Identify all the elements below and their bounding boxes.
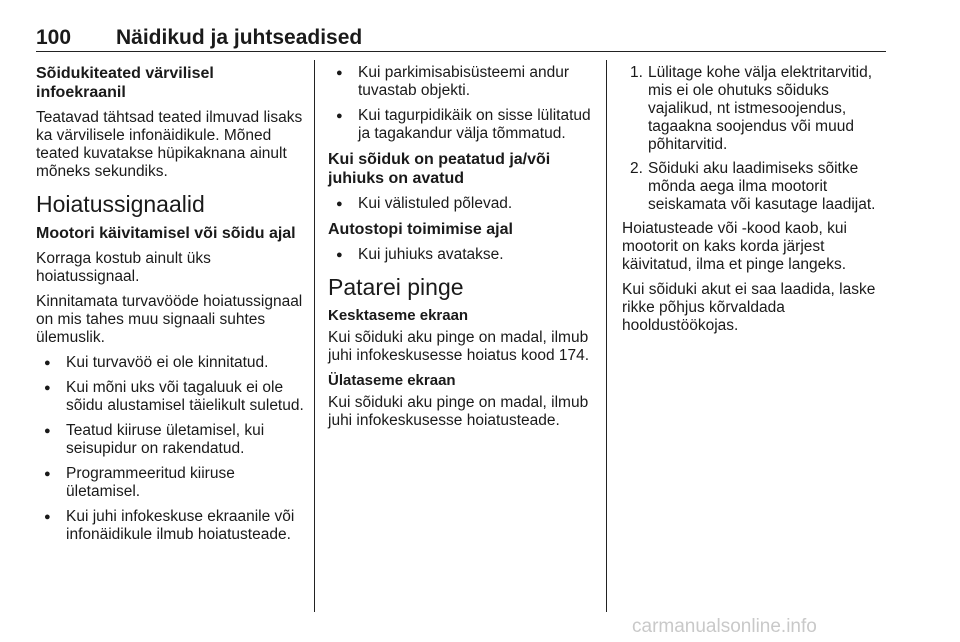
list-item: ● Kui juhiuks avatakse. bbox=[328, 246, 596, 264]
list-item: ● Kui tagurpidikäik on sisse lülitatud ja tagakandur välja tõmmatud. bbox=[328, 107, 596, 143]
paragraph-midlevel-display: Kui sõiduki aku pinge on madal, ilmub juhi infokeskusesse hoiatus kood 174. bbox=[328, 329, 590, 364]
subheading-vehicle-parked: Kui sõiduk on peatatud ja/või juhiuks on avatud bbox=[328, 151, 551, 187]
column-divider-1 bbox=[314, 60, 315, 612]
bullet-list-parking bbox=[328, 64, 596, 143]
section-heading-battery-voltage: Patarei pinge bbox=[328, 274, 464, 300]
header-divider bbox=[36, 51, 886, 52]
step-number: 2. bbox=[630, 160, 643, 177]
list-item bbox=[622, 160, 888, 214]
column-1 bbox=[36, 64, 306, 551]
bullet-list-chime-conditions bbox=[36, 354, 306, 544]
bullet-list-autostop bbox=[328, 246, 596, 264]
list-item bbox=[622, 64, 888, 154]
list-item: ● Kui parkimisabisüsteemi andur tuvastab objekti. bbox=[328, 64, 596, 100]
column-3 bbox=[622, 64, 888, 342]
list-item: ● Kui turvavöö ei ole kinnitatud. bbox=[36, 354, 306, 372]
step-number: 1. bbox=[630, 64, 643, 81]
bullet-list-parked bbox=[328, 195, 596, 213]
paragraph-workshop: Kui sõiduki akut ei saa laadida, laske rikke põhjus kõrvaldada hooldustöökojas. bbox=[622, 281, 876, 334]
page-number: 100 bbox=[36, 26, 72, 49]
column-divider-2 bbox=[606, 60, 607, 612]
page-header bbox=[36, 26, 886, 50]
list-item: ● Kui mõni uks või tagaluuk ei ole sõidu alustamisel täielikult suletud. bbox=[36, 379, 306, 415]
paragraph-seatbelt-priority: Kinnitamata turvavööde hoiatussignaal on mis tahes muu signaali suhtes ülemuslik. bbox=[36, 293, 303, 346]
paragraph-warning-clears: Hoiatusteade või -kood kaob, kui mootorit on kaks korda järjest käivitatud, ilma et pinge langeks. bbox=[622, 220, 847, 273]
paragraph-uplevel-display: Kui sõiduki aku pinge on madal, ilmub juhi infokeskusesse hoiatusteade. bbox=[328, 394, 589, 429]
list-item: ● Kui juhi infokeskuse ekraanile või infonäidikule ilmub hoiatusteade. bbox=[36, 508, 306, 544]
subheading-engine-start: Mootori käivitamisel või sõidu ajal bbox=[36, 225, 296, 242]
paragraph-color-display: Teatavad tähtsad teated ilmuvad lisaks ka värvilisele infonäidikule. Mõned teated kuvatakse hüpikaknana ainult mõneks sekundiks. bbox=[36, 109, 303, 180]
section-heading-warning-chimes: Hoiatussignaalid bbox=[36, 191, 205, 217]
subheading-uplevel-display: Ülataseme ekraan bbox=[328, 372, 456, 389]
page-title: Näidikud ja juhtseadised bbox=[116, 26, 363, 49]
section-heading-color-display: Sõidukiteated värvilisel infoekraanil bbox=[36, 65, 214, 101]
list-item: ● Teatud kiiruse ületamisel, kui seisupidur on rakendatud. bbox=[36, 422, 306, 458]
list-item: ● Programmeeritud kiiruse ületamisel. bbox=[36, 465, 306, 501]
list-item: ● Kui välistuled põlevad. bbox=[328, 195, 596, 213]
subheading-midlevel-display: Kesktaseme ekraan bbox=[328, 307, 469, 324]
subheading-autostop: Autostopi toimimise ajal bbox=[328, 221, 513, 238]
numbered-steps bbox=[622, 64, 888, 214]
step-text: Sõiduki aku laadimiseks sõitke mõnda aega ilma mootorit seiskamata või kasutage laadijat. bbox=[648, 160, 876, 213]
column-2 bbox=[328, 64, 596, 437]
step-text: Lülitage kohe välja elektritarvitid, mis ei ole ohutuks sõiduks vajalikud, nt istmesoojendus, tagaakna soojendus või muud põhitarvitid. bbox=[648, 64, 873, 153]
watermark: carmanualsonline.info bbox=[632, 616, 817, 637]
paragraph-single-chime: Korraga kostub ainult üks hoiatussignaal. bbox=[36, 250, 211, 285]
